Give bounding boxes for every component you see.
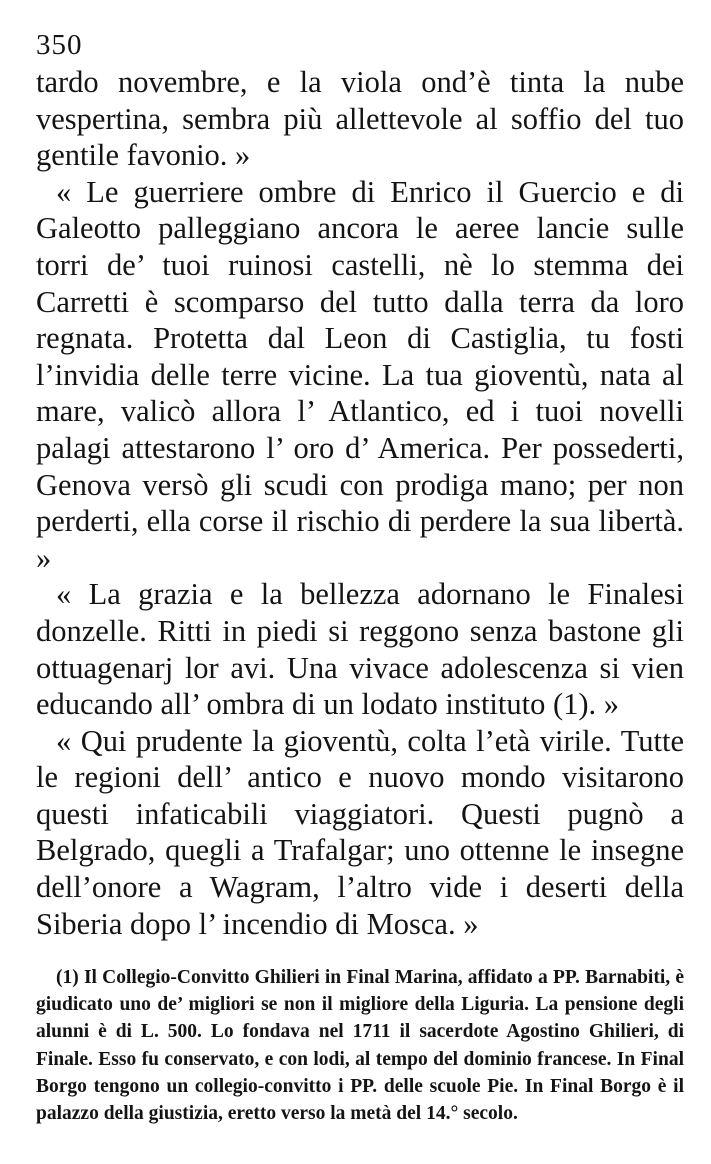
main-text	[36, 64, 684, 942]
paragraph-finalesi: « La grazia e la bellezza adornano le Finalesi donzelle. Ritti in piedi si reggono senza bastone gli ottuagenarj lor avi. Una vivace adolescenza si vien educando all’ ombra di un lodato instituto (1). »	[36, 577, 684, 722]
paragraph-carretti: « Le guerriere ombre di Enrico il Guercio e di Galeotto palleggiano ancora le aeree lancie sulle torri de’ tuoi ruinosi castelli, nè lo stemma dei Carretti è scomparso del tutto dalla terra da loro regnata. Protetta dal Leon di Castiglia, tu fosti l’invidia delle terre vicine. La tua gioventù, nata al mare, valicò allora l’ Atlantico, ed i tuoi novelli palagi attestarono l’ oro d’ America. Per possederti, Genova versò gli scudi con prodiga mano; per non perderti, ella corse il rischio di perdere la sua libertà. »	[36, 174, 684, 575]
page-number: 350	[36, 29, 83, 61]
footnote	[36, 964, 684, 1127]
footnote-text: (1) Il Collegio-Convitto Ghilieri in Final Marina, affidato a PP. Barnabiti, è giudicato uno de’ migliori se non il migliore della Liguria. La pensione degli alunni è di L. 500. Lo fondava nel 1711 il sacerdote Agostino Ghilieri, di Finale. Esso fu conservato, e con lodi, al tempo del dominio francese. In Final Borgo tengono un collegio-convitto i PP. delle scuole Pie. In Final Borgo è il palazzo della giustizia, eretto verso la metà del 14.° secolo.	[36, 967, 684, 1125]
paragraph-gioventu: « Qui prudente la gioventù, colta l’età virile. Tutte le regioni dell’ antico e nuovo mondo visitarono questi infaticabili viaggiatori. Questi pugnò a Belgrado, quegli a Trafalgar; uno ottenne le insegne dell’onore a Wagram, l’altro vide i deserti della Siberia dopo l’ incendio di Mosca. »	[36, 723, 684, 941]
paragraph-continuation: tardo novembre, e la viola ond’è tinta la nube vespertina, sembra più allettevole al soffio del tuo gentile favonio. »	[36, 65, 684, 173]
